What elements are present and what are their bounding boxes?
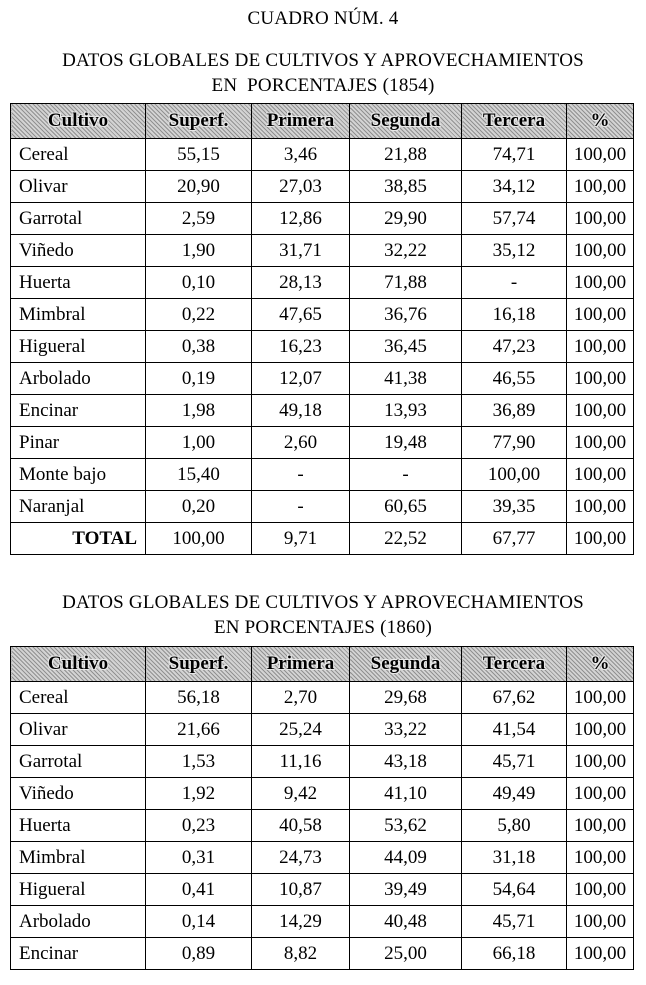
table-row — [11, 395, 634, 427]
cell-cultivo: Monte bajo — [11, 459, 146, 491]
cell-pct: 100,00 — [567, 778, 634, 810]
cell-primera: 8,82 — [252, 938, 350, 970]
cell-cultivo: Encinar — [11, 938, 146, 970]
cell-tercera: 74,71 — [462, 139, 567, 171]
cell-tercera: 39,35 — [462, 491, 567, 523]
table-row — [11, 299, 634, 331]
table-row — [11, 906, 634, 938]
table-row — [11, 267, 634, 299]
column-header-primera: Primera — [252, 104, 350, 139]
cell-superf: 1,00 — [146, 427, 252, 459]
cell-superf: 0,41 — [146, 874, 252, 906]
cell-superf: 1,90 — [146, 235, 252, 267]
cell-segunda: 39,49 — [350, 874, 462, 906]
cell-cultivo: Mimbral — [11, 299, 146, 331]
table-row — [11, 842, 634, 874]
column-header-primera: Primera — [252, 647, 350, 682]
cell-pct: 100,00 — [567, 746, 634, 778]
table-row — [11, 682, 634, 714]
cell-segunda: 41,10 — [350, 778, 462, 810]
cell-primera: - — [252, 491, 350, 523]
cell-segunda: 29,68 — [350, 682, 462, 714]
crops-table-1860 — [10, 646, 634, 970]
cell-superf: 56,18 — [146, 682, 252, 714]
cell-cultivo: Huerta — [11, 810, 146, 842]
cell-tercera: 54,64 — [462, 874, 567, 906]
cell-cultivo: Mimbral — [11, 842, 146, 874]
table-1860-heading-line1: DATOS GLOBALES DE CULTIVOS Y APROVECHAMIENTOS — [62, 592, 584, 613]
column-header-tercera: Tercera — [462, 104, 567, 139]
cell-tercera: 34,12 — [462, 171, 567, 203]
cell-primera: 27,03 — [252, 171, 350, 203]
column-header-cultivo: Cultivo — [11, 104, 146, 139]
cell-pct: 100,00 — [567, 842, 634, 874]
table-1854-heading-line1: DATOS GLOBALES DE CULTIVOS Y APROVECHAMIENTOS — [62, 50, 584, 71]
cell-pct: 100,00 — [567, 491, 634, 523]
cell-pct: 100,00 — [567, 395, 634, 427]
cell-cultivo: Arbolado — [11, 363, 146, 395]
document-title: CUADRO NÚM. 4 — [247, 8, 399, 29]
cell-pct: 100,00 — [567, 938, 634, 970]
column-header-pct: % — [567, 104, 634, 139]
cell-segunda: 25,00 — [350, 938, 462, 970]
table-row — [11, 778, 634, 810]
column-header-tercera: Tercera — [462, 647, 567, 682]
cell-pct: 100,00 — [567, 874, 634, 906]
cell-pct: 100,00 — [567, 139, 634, 171]
cell-cultivo: Cereal — [11, 139, 146, 171]
cell-primera: 9,42 — [252, 778, 350, 810]
cell-superf: 0,22 — [146, 299, 252, 331]
cell-tercera: 45,71 — [462, 906, 567, 938]
cell-primera: 14,29 — [252, 906, 350, 938]
table-row — [11, 331, 634, 363]
cell-primera: 3,46 — [252, 139, 350, 171]
cell-pct: 100,00 — [567, 267, 634, 299]
cell-superf: 2,59 — [146, 203, 252, 235]
cell-segunda: 29,90 — [350, 203, 462, 235]
table-1854-heading-line2: EN PORCENTAJES (1854) — [211, 75, 435, 96]
cell-primera: 12,86 — [252, 203, 350, 235]
cell-segunda: 21,88 — [350, 139, 462, 171]
cell-primera: 40,58 — [252, 810, 350, 842]
column-header-segunda: Segunda — [350, 647, 462, 682]
cell-tercera: 67,62 — [462, 682, 567, 714]
cell-tercera: 41,54 — [462, 714, 567, 746]
cell-cultivo: Garrotal — [11, 203, 146, 235]
cell-tercera: 66,18 — [462, 938, 567, 970]
table-body — [11, 682, 634, 970]
cell-segunda: 32,22 — [350, 235, 462, 267]
cell-tercera: 57,74 — [462, 203, 567, 235]
cell-segunda: 40,48 — [350, 906, 462, 938]
cell-primera: 31,71 — [252, 235, 350, 267]
cell-primera: 2,60 — [252, 427, 350, 459]
cell-tercera: 31,18 — [462, 842, 567, 874]
cell-primera: 25,24 — [252, 714, 350, 746]
cell-pct: 100,00 — [567, 682, 634, 714]
total-cell-pct: 100,00 — [567, 523, 634, 555]
cell-superf: 21,66 — [146, 714, 252, 746]
cell-segunda: 44,09 — [350, 842, 462, 874]
cell-segunda: 13,93 — [350, 395, 462, 427]
cell-primera: 12,07 — [252, 363, 350, 395]
table-row — [11, 459, 634, 491]
cell-segunda: 19,48 — [350, 427, 462, 459]
cell-primera: 16,23 — [252, 331, 350, 363]
cell-pct: 100,00 — [567, 363, 634, 395]
cell-primera: 28,13 — [252, 267, 350, 299]
table-row — [11, 810, 634, 842]
cell-tercera: 35,12 — [462, 235, 567, 267]
cell-segunda: - — [350, 459, 462, 491]
cell-primera: 11,16 — [252, 746, 350, 778]
cell-pct: 100,00 — [567, 235, 634, 267]
cell-segunda: 53,62 — [350, 810, 462, 842]
cell-segunda: 36,45 — [350, 331, 462, 363]
table-row — [11, 874, 634, 906]
cell-cultivo: Higueral — [11, 331, 146, 363]
cell-superf: 1,92 — [146, 778, 252, 810]
total-cell-tercera: 67,77 — [462, 523, 567, 555]
cell-segunda: 38,85 — [350, 171, 462, 203]
cell-tercera: 77,90 — [462, 427, 567, 459]
cell-cultivo: Encinar — [11, 395, 146, 427]
cell-tercera: 16,18 — [462, 299, 567, 331]
column-header-pct: % — [567, 647, 634, 682]
cell-pct: 100,00 — [567, 459, 634, 491]
total-cell-superf: 100,00 — [146, 523, 252, 555]
cell-superf: 1,98 — [146, 395, 252, 427]
table-row — [11, 938, 634, 970]
cell-primera: 2,70 — [252, 682, 350, 714]
header-row — [11, 647, 634, 682]
cell-superf: 0,19 — [146, 363, 252, 395]
column-header-superf: Superf. — [146, 647, 252, 682]
cell-segunda: 36,76 — [350, 299, 462, 331]
cell-primera: 49,18 — [252, 395, 350, 427]
table-row — [11, 427, 634, 459]
cell-superf: 0,31 — [146, 842, 252, 874]
cell-pct: 100,00 — [567, 203, 634, 235]
cell-cultivo: Olivar — [11, 171, 146, 203]
cell-primera: 47,65 — [252, 299, 350, 331]
cell-pct: 100,00 — [567, 299, 634, 331]
column-header-segunda: Segunda — [350, 104, 462, 139]
cell-superf: 0,14 — [146, 906, 252, 938]
column-header-superf: Superf. — [146, 104, 252, 139]
table-row — [11, 491, 634, 523]
cell-pct: 100,00 — [567, 171, 634, 203]
total-cell-segunda: 22,52 — [350, 523, 462, 555]
table-row — [11, 714, 634, 746]
cell-superf: 55,15 — [146, 139, 252, 171]
cell-pct: 100,00 — [567, 427, 634, 459]
cell-superf: 0,89 — [146, 938, 252, 970]
cell-cultivo: Olivar — [11, 714, 146, 746]
total-cell-primera: 9,71 — [252, 523, 350, 555]
cell-primera: - — [252, 459, 350, 491]
cell-cultivo: Naranjal — [11, 491, 146, 523]
cell-tercera: 5,80 — [462, 810, 567, 842]
cell-primera: 24,73 — [252, 842, 350, 874]
table-row — [11, 203, 634, 235]
cell-cultivo: Huerta — [11, 267, 146, 299]
cell-superf: 20,90 — [146, 171, 252, 203]
cell-tercera: 47,23 — [462, 331, 567, 363]
cell-segunda: 43,18 — [350, 746, 462, 778]
cell-tercera: - — [462, 267, 567, 299]
cell-pct: 100,00 — [567, 331, 634, 363]
total-row — [11, 523, 634, 555]
total-label: TOTAL — [11, 523, 146, 555]
cell-superf: 0,23 — [146, 810, 252, 842]
crops-table-1854 — [10, 103, 634, 555]
cell-superf: 0,20 — [146, 491, 252, 523]
cell-segunda: 60,65 — [350, 491, 462, 523]
cell-cultivo: Pinar — [11, 427, 146, 459]
cell-cultivo: Cereal — [11, 682, 146, 714]
cell-tercera: 36,89 — [462, 395, 567, 427]
cell-pct: 100,00 — [567, 906, 634, 938]
cell-cultivo: Viñedo — [11, 235, 146, 267]
table-row — [11, 235, 634, 267]
cell-tercera: 49,49 — [462, 778, 567, 810]
cell-superf: 0,38 — [146, 331, 252, 363]
table-body — [11, 139, 634, 555]
table-row — [11, 171, 634, 203]
table-row — [11, 363, 634, 395]
cell-segunda: 33,22 — [350, 714, 462, 746]
cell-cultivo: Garrotal — [11, 746, 146, 778]
cell-tercera: 45,71 — [462, 746, 567, 778]
cell-cultivo: Viñedo — [11, 778, 146, 810]
cell-superf: 15,40 — [146, 459, 252, 491]
cell-superf: 0,10 — [146, 267, 252, 299]
cell-cultivo: Arbolado — [11, 906, 146, 938]
column-header-cultivo: Cultivo — [11, 647, 146, 682]
cell-superf: 1,53 — [146, 746, 252, 778]
table-header — [11, 104, 634, 139]
cell-tercera: 100,00 — [462, 459, 567, 491]
table-1860-heading-line2: EN PORCENTAJES (1860) — [213, 617, 432, 638]
cell-segunda: 71,88 — [350, 267, 462, 299]
table-header — [11, 647, 634, 682]
table-row — [11, 746, 634, 778]
cell-tercera: 46,55 — [462, 363, 567, 395]
cell-cultivo: Higueral — [11, 874, 146, 906]
header-row — [11, 104, 634, 139]
cell-primera: 10,87 — [252, 874, 350, 906]
cell-pct: 100,00 — [567, 810, 634, 842]
cell-segunda: 41,38 — [350, 363, 462, 395]
cell-pct: 100,00 — [567, 714, 634, 746]
table-row — [11, 139, 634, 171]
